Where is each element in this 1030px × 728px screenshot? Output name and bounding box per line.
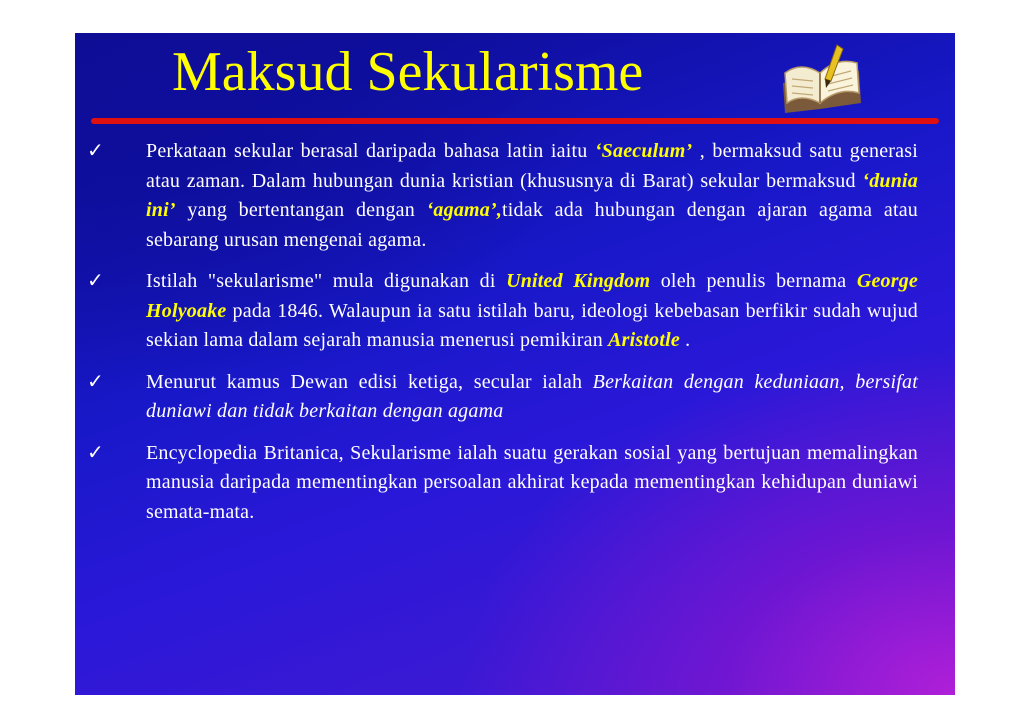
bullet-text [146, 368, 918, 427]
checkmark-icon: ✓ [87, 368, 104, 393]
checkmark-icon: ✓ [87, 268, 104, 292]
highlight-term: United Kingdom [506, 270, 651, 292]
bullet-item [75, 267, 955, 356]
bullet-text-part: tidak ada hubungan dengan ajaran agama atau sebarang urusan mengenai agama. [146, 199, 918, 251]
highlight-term: ‘dunia ini’ [146, 169, 918, 221]
bullet-text [146, 439, 918, 528]
bullet-item [75, 368, 955, 427]
highlight-term: ‘Saeculum’ [594, 140, 693, 162]
bullet-text-part: Encyclopedia Britanica, Sekularisme ialah suatu gerakan sosial yang bertujuan memalingkan manusia daripada mementingkan persoalan akhirat kepada mementingkan kehidupan duniawi semata-mata. [146, 441, 918, 523]
checkmark-icon: ✓ [87, 138, 104, 162]
bullet-text [146, 137, 918, 255]
bullet-text-part: pada 1846. Walaupun ia satu istilah baru, ideologi kebebasan berfikir sudah wujud sekian lama dalam sejarah manusia menerusi pemikiran [146, 299, 918, 351]
title-underline [91, 118, 939, 124]
bullet-text-part: , bermaksud satu generasi atau zaman. Dalam hubungan dunia kristian (khususnya di Barat) sekular bermaksud [146, 140, 918, 192]
bullet-text-part: Perkataan sekular berasal daripada bahasa latin iaitu [146, 140, 595, 162]
highlight-term: Aristotle [608, 329, 680, 351]
italic-definition: Berkaitan dengan keduniaan, bersifat duniawi dan tidak berkaitan dengan agama [146, 370, 918, 422]
open-book-pencil-icon [775, 43, 865, 113]
bullet-text-part: Menurut kamus Dewan edisi ketiga, secular ialah [146, 370, 593, 393]
slide-title: Maksud Sekularisme [172, 41, 644, 103]
highlight-term: ‘agama’, [426, 199, 503, 221]
checkmark-icon: ✓ [87, 439, 104, 464]
bullet-text [146, 267, 918, 356]
bullet-item [75, 439, 955, 528]
slide [75, 33, 955, 695]
bullet-text-part: oleh penulis bernama [650, 270, 857, 292]
bullet-text-part: Istilah "sekularisme" mula digunakan di [146, 270, 507, 292]
bullet-list [75, 137, 955, 539]
bullet-text-part: . [679, 329, 691, 351]
highlight-term: George Holyoake [146, 270, 918, 322]
bullet-text-part: yang bertentangan dengan [175, 199, 427, 221]
bullet-item [75, 137, 955, 255]
